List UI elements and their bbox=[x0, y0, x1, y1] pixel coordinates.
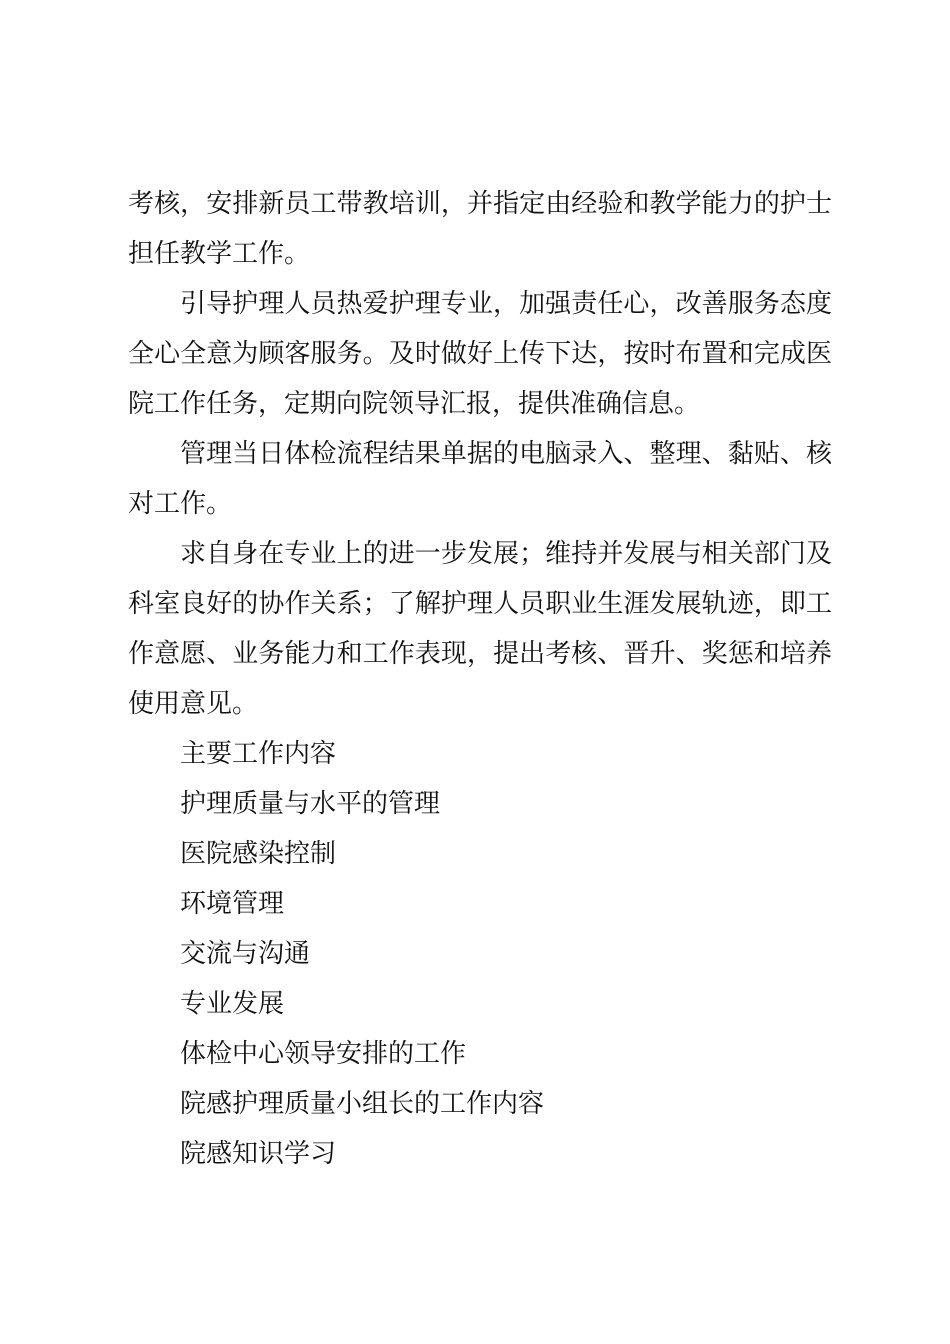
list-item: 环境管理 bbox=[180, 889, 285, 919]
work-list bbox=[128, 729, 832, 1179]
list-item: 医院感染控制 bbox=[180, 839, 337, 869]
document-body bbox=[128, 179, 832, 1179]
list-item: 院感知识学习 bbox=[180, 1139, 337, 1169]
list-item: 专业发展 bbox=[180, 989, 285, 1019]
list-item: 院感护理质量小组长的工作内容 bbox=[180, 1089, 545, 1119]
list-item: 主要工作内容 bbox=[180, 739, 337, 769]
list-item: 体检中心领导安排的工作 bbox=[180, 1039, 467, 1069]
paragraph-records: 管理当日体检流程结果单据的电脑录入、整理、黏贴、核对工作。 bbox=[128, 439, 832, 519]
paragraph-continuation: 考核，安排新员工带教培训，并指定由经验和教学能力的护士担任教学工作。 bbox=[128, 189, 832, 269]
list-item: 护理质量与水平的管理 bbox=[180, 789, 441, 819]
list-item: 交流与沟通 bbox=[180, 939, 311, 969]
paragraph-guidance: 引导护理人员热爱护理专业，加强责任心，改善服务态度全心全意为顾客服务。及时做好上传下达，按时布置和完成医院工作任务，定期向院领导汇报，提供准确信息。 bbox=[128, 289, 832, 419]
paragraph-development: 求自身在专业上的进一步发展；维持并发展与相关部门及科室良好的协作关系；了解护理人员职业生涯发展轨迹，即工作意愿、业务能力和工作表现，提出考核、晋升、奖惩和培养使用意见。 bbox=[128, 539, 832, 719]
